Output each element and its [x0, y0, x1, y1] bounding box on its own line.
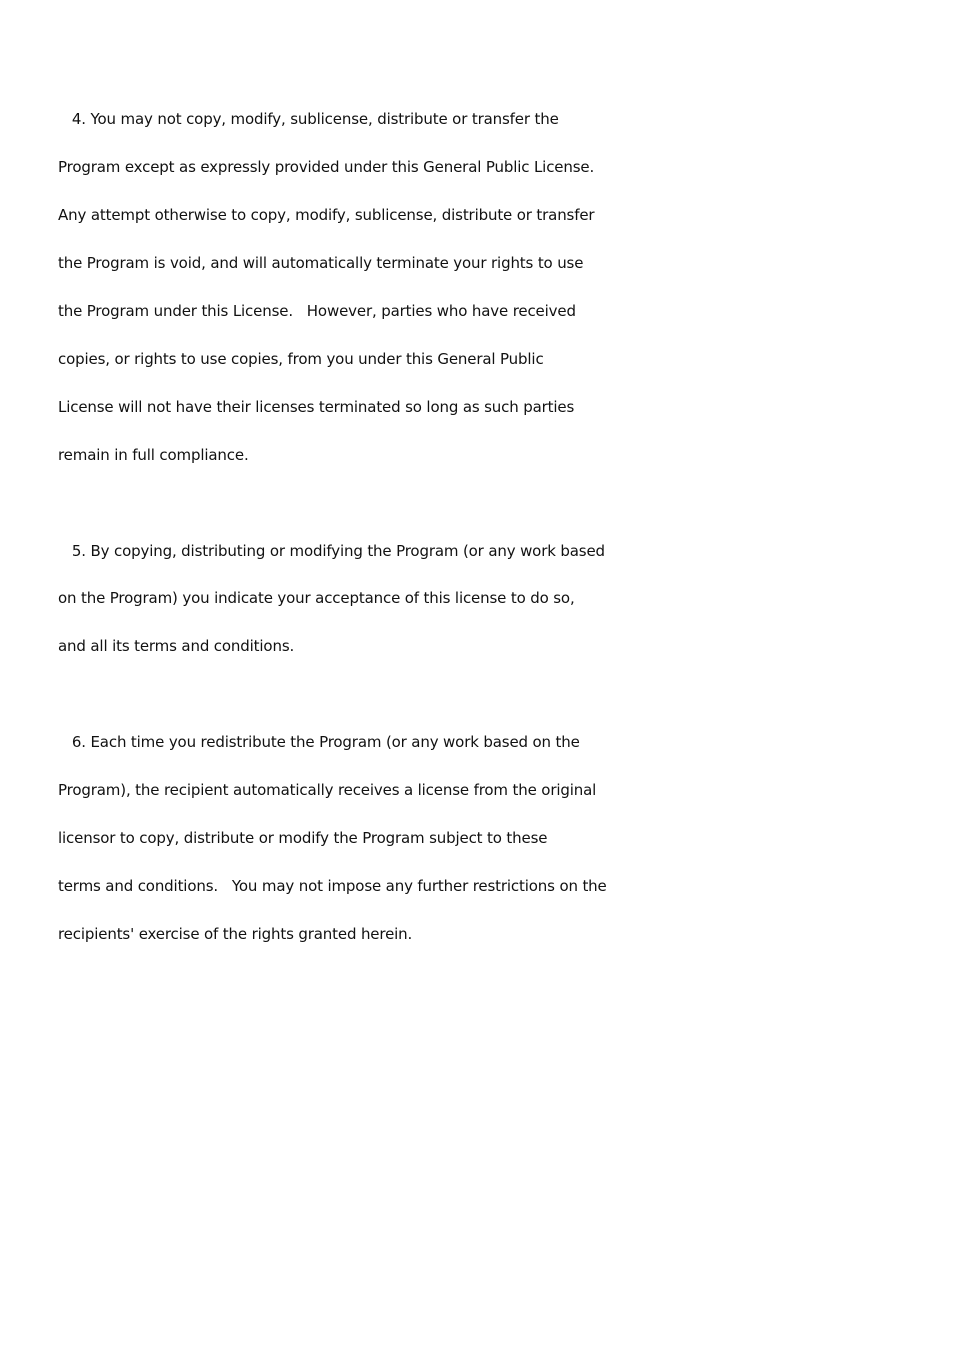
paragraph-6-line-5: recipients' exercise of the rights granted herein.	[58, 925, 413, 943]
paragraph-4-line-1: 4. You may not copy, modify, sublicense, distribute or transfer the	[58, 110, 559, 128]
paragraph-5-line-2: on the Program) you indicate your acceptance of this license to do so,	[58, 589, 575, 607]
paragraph-6-line-2: Program), the recipient automatically receives a license from the original	[58, 781, 597, 799]
paragraph-4-line-4: the Program is void, and will automatically terminate your rights to use	[58, 254, 584, 272]
paragraph-4-line-5: the Program under this License. However, parties who have received	[58, 302, 576, 320]
paragraph-4-line-3: Any attempt otherwise to copy, modify, sublicense, distribute or transfer	[58, 206, 595, 224]
paragraph-6-line-3: licensor to copy, distribute or modify the Program subject to these	[58, 829, 548, 847]
paragraph-5-line-1: 5. By copying, distributing or modifying the Program (or any work based	[58, 542, 605, 560]
paragraph-6-line-4: terms and conditions. You may not impose any further restrictions on the	[58, 877, 607, 895]
paragraph-4-line-6: copies, or rights to use copies, from you under this General Public	[58, 350, 544, 368]
paragraph-5-line-3: and all its terms and conditions.	[58, 637, 295, 655]
paragraph-4-line-8: remain in full compliance.	[58, 446, 249, 464]
paragraph-6-line-1: 6. Each time you redistribute the Program (or any work based on the	[58, 733, 580, 751]
paragraph-4-line-2: Program except as expressly provided under this General Public License.	[58, 158, 595, 176]
paragraph-4-line-7: License will not have their licenses terminated so long as such parties	[58, 398, 575, 416]
